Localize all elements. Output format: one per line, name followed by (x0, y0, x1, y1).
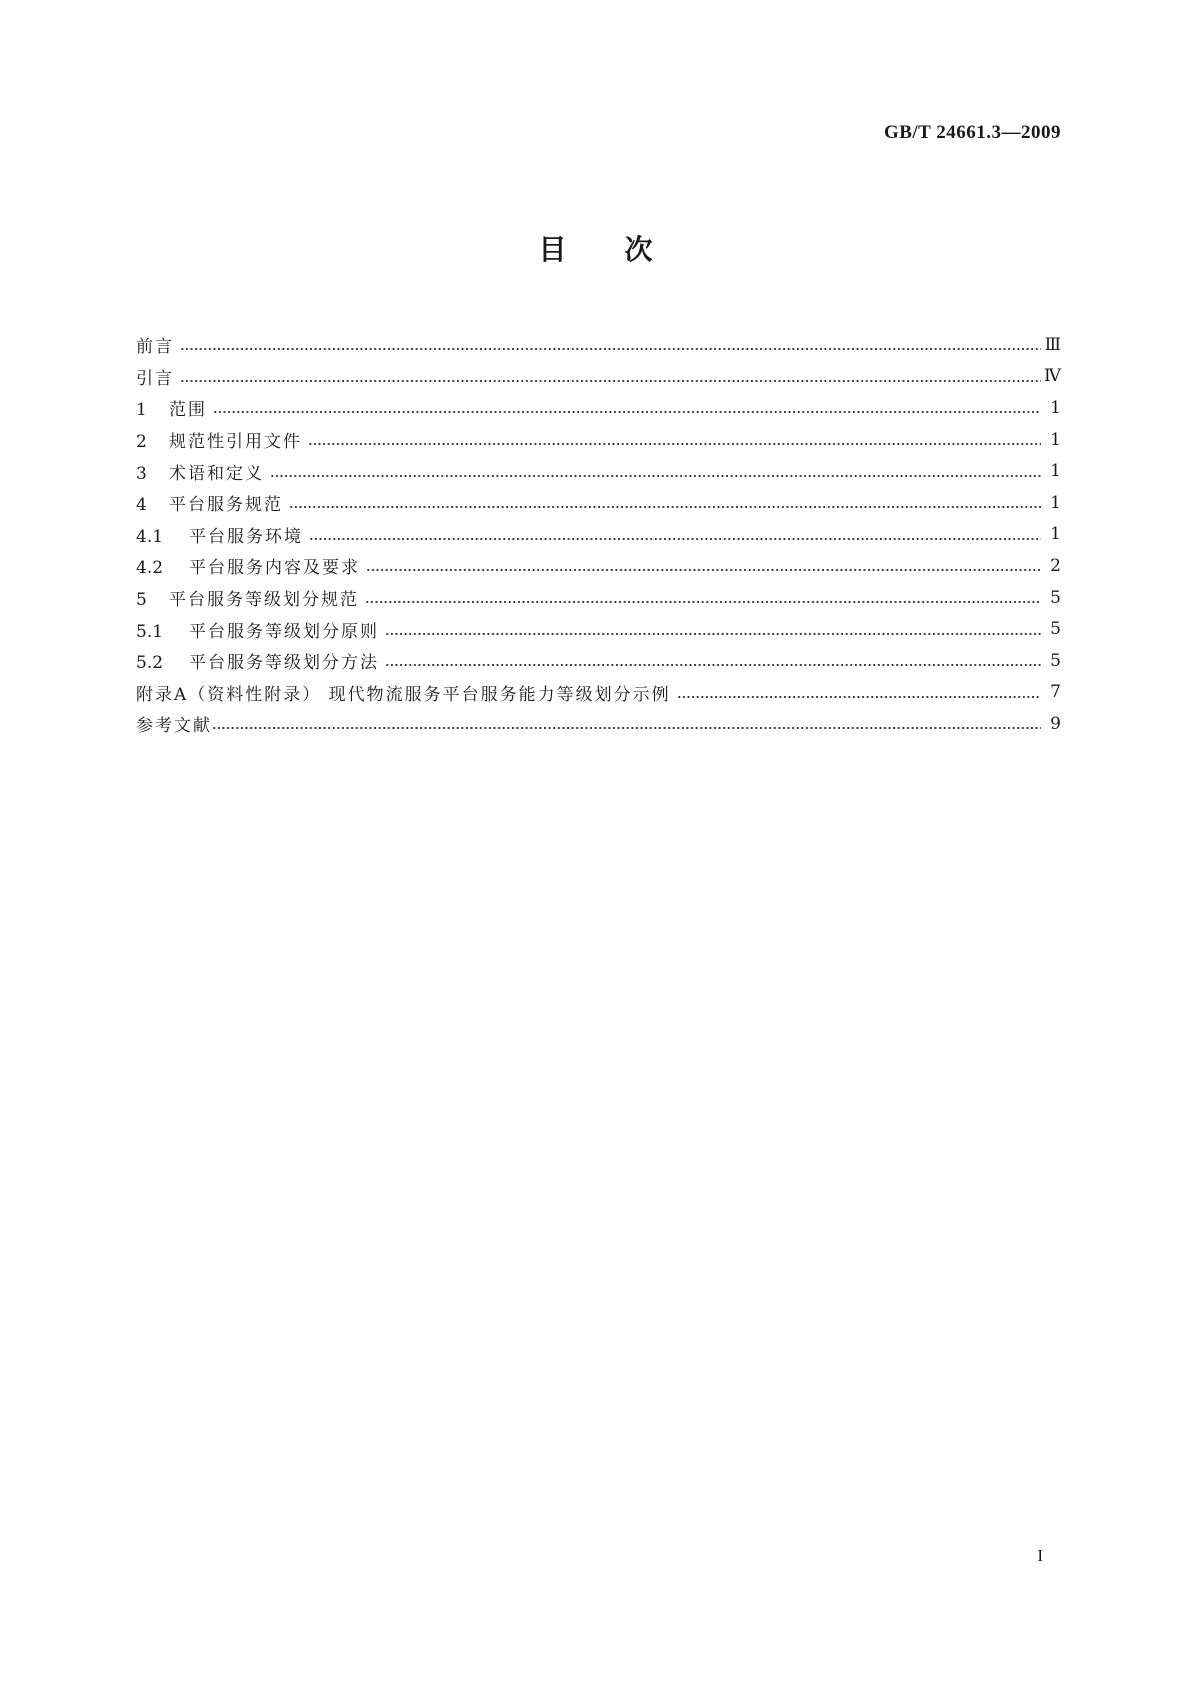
toc-entry-number: 3 (136, 463, 147, 484)
toc-dot-leader (309, 537, 1041, 541)
toc-entry-page: 1 (1050, 492, 1061, 513)
toc-entry-4[interactable] (136, 487, 1061, 519)
toc-entry-page: 2 (1050, 555, 1061, 576)
toc-entry-label: 附录A（资料性附录） 现代物流服务平台服务能力等级划分示例 (136, 684, 671, 705)
table-of-contents (136, 329, 1061, 740)
toc-entry-label (136, 522, 309, 547)
toc-entry-label (136, 648, 385, 673)
page-number: I (1037, 1546, 1043, 1565)
toc-entry-4-1[interactable] (136, 519, 1061, 551)
toc-entry-annex-a[interactable] (136, 677, 1061, 709)
toc-entry-4-2[interactable] (136, 550, 1061, 582)
toc-entry-page: 5 (1050, 650, 1061, 671)
toc-dot-leader (180, 347, 1041, 351)
toc-entry-number: 4 (136, 495, 147, 516)
toc-entry-page: Ⅲ (1044, 334, 1061, 355)
toc-dot-leader (212, 726, 1041, 730)
toc-entry-page: 5 (1050, 619, 1061, 640)
toc-dot-leader (385, 663, 1041, 667)
toc-entry-page: 9 (1050, 713, 1061, 734)
toc-entry-label: 引言 (136, 368, 174, 389)
toc-entry-text: 平台服务等级划分规范 (169, 590, 359, 611)
toc-entry-label (136, 427, 308, 452)
toc-entry-text: 术语和定义 (169, 463, 264, 484)
toc-dot-leader (270, 474, 1041, 478)
toc-entry-label (136, 395, 213, 420)
page-title: 目次 (538, 233, 711, 266)
toc-dot-leader (308, 442, 1041, 446)
toc-entry-label (136, 459, 270, 484)
toc-entry-label (136, 490, 289, 515)
toc-entry-number: 5.2 (136, 653, 164, 674)
toc-entry-5-1[interactable] (136, 613, 1061, 645)
toc-entry-text: 平台服务等级划分原则 (189, 621, 379, 642)
toc-entry-label (136, 617, 385, 642)
toc-entry-number: 2 (136, 432, 147, 453)
toc-entry-page: 1 (1050, 429, 1061, 450)
toc-entry-text: 范围 (169, 400, 207, 421)
toc-entry-label (136, 553, 366, 578)
toc-entry-number: 5.1 (136, 621, 164, 642)
toc-entry-5-2[interactable] (136, 645, 1061, 677)
toc-entry-number: 4.2 (136, 558, 164, 579)
toc-entry-label: 前言 (136, 337, 174, 358)
toc-entry-page: 5 (1050, 587, 1061, 608)
toc-dot-leader (366, 568, 1041, 572)
toc-entry-page: 1 (1050, 461, 1061, 482)
toc-entry-2[interactable] (136, 424, 1061, 456)
toc-entry-number: 5 (136, 590, 147, 611)
toc-dot-leader (213, 410, 1041, 414)
toc-entry-1[interactable] (136, 392, 1061, 424)
toc-entry-bibliography[interactable] (136, 708, 1061, 740)
toc-dot-leader (289, 505, 1041, 509)
toc-entry-foreword[interactable] (136, 329, 1061, 361)
toc-entry-number: 4.1 (136, 526, 164, 547)
toc-entry-page: 1 (1050, 524, 1061, 545)
toc-entry-page: Ⅳ (1044, 366, 1061, 387)
toc-dot-leader (180, 379, 1041, 383)
toc-entry-label (136, 585, 365, 610)
toc-entry-text: 平台服务规范 (169, 495, 283, 516)
toc-entry-text: 平台服务等级划分方法 (189, 653, 379, 674)
toc-dot-leader (385, 632, 1041, 636)
toc-dot-leader (365, 600, 1041, 604)
toc-entry-number: 1 (136, 400, 147, 421)
toc-entry-page: 1 (1050, 397, 1061, 418)
standard-code: GB/T 24661.3—2009 (883, 122, 1061, 143)
toc-entry-introduction[interactable] (136, 361, 1061, 393)
toc-dot-leader (677, 695, 1041, 699)
toc-entry-text: 规范性引用文件 (169, 432, 302, 453)
toc-entry-text: 平台服务内容及要求 (189, 558, 360, 579)
toc-entry-3[interactable] (136, 455, 1061, 487)
toc-entry-text: 平台服务环境 (189, 526, 303, 547)
toc-entry-label: 参考文献 (136, 716, 212, 737)
toc-entry-5[interactable] (136, 582, 1061, 614)
toc-entry-page: 7 (1050, 682, 1061, 703)
